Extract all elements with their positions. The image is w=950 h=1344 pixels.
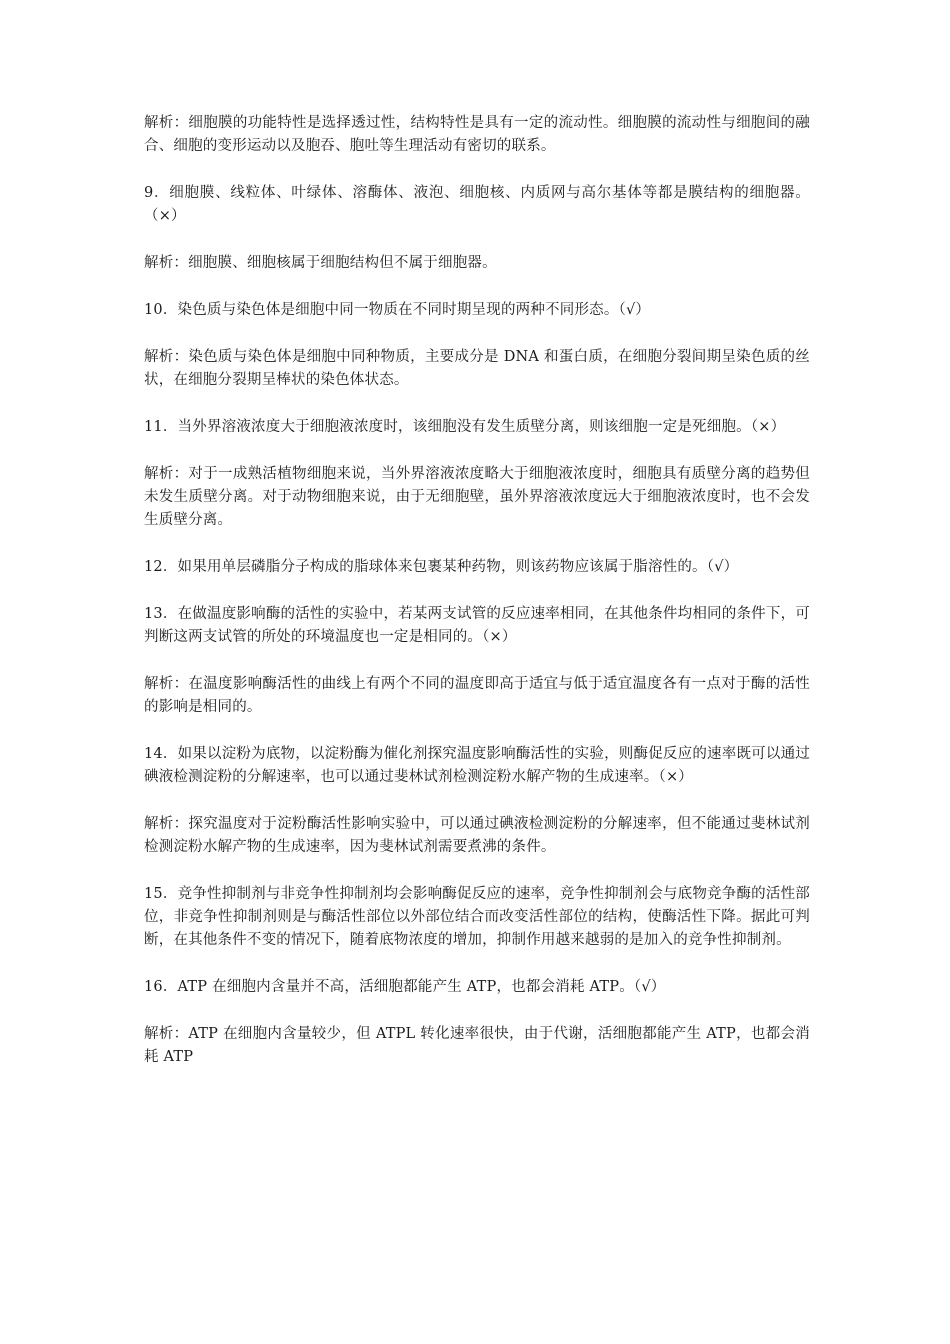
question-paragraph-9: 9．细胞膜、线粒体、叶绿体、溶酶体、液泡、细胞核、内质网与高尔基体等都是膜结构的细胞器。（×） bbox=[144, 185, 810, 224]
analysis-paragraph-14: 解析：探究温度对于淀粉酶活性影响实验中，可以通过碘液检测淀粉的分解速率，但不能通过斐林试剂检测淀粉水解产物的生成速率，因为斐林试剂需要煮沸的条件。 bbox=[144, 816, 810, 855]
question-paragraph-12: 12．如果用单层磷脂分子构成的脂球体来包裹某种药物，则该药物应该属于脂溶性的。（√） bbox=[144, 559, 739, 575]
analysis-paragraph-11: 解析：对于一成熟活植物细胞来说，当外界溶液浓度略大于细胞液浓度时，细胞具有质壁分离的趋势但未发生质壁分离。对于动物细胞来说，由于无细胞壁，虽外界溶液浓度远大于细胞液浓度时，也不会发生质壁分离。 bbox=[144, 466, 810, 528]
question-paragraph-11: 11．当外界溶液浓度大于细胞液浓度时，该细胞没有发生质壁分离，则该细胞一定是死细胞。（×） bbox=[144, 419, 786, 435]
analysis-paragraph-10: 解析：染色质与染色体是细胞中同种物质，主要成分是 DNA 和蛋白质，在细胞分裂间期呈染色质的丝状，在细胞分裂期呈棒状的染色体状态。 bbox=[144, 349, 810, 388]
question-paragraph-13: 13．在做温度影响酶的活性的实验中，若某两支试管的反应速率相同，在其他条件均相同的条件下，可判断这两支试管的所处的环境温度也一定是相同的。（×） bbox=[144, 606, 810, 645]
analysis-paragraph-13: 解析：在温度影响酶活性的曲线上有两个不同的温度即高于适宜与低于适宜温度各有一点对于酶的活性的影响是相同的。 bbox=[144, 676, 810, 715]
analysis-paragraph-8: 解析：细胞膜的功能特性是选择透过性，结构特性是具有一定的流动性。细胞膜的流动性与细胞间的融合、细胞的变形运动以及胞吞、胞吐等生理活动有密切的联系。 bbox=[144, 115, 810, 154]
question-paragraph-10: 10．染色质与染色体是细胞中同一物质在不同时期呈现的两种不同形态。（√） bbox=[144, 302, 651, 318]
document-page bbox=[144, 112, 810, 1093]
question-paragraph-15: 15．竞争性抑制剂与非竞争性抑制剂均会影响酶促反应的速率，竞争性抑制剂会与底物竞争酶的活性部位，非竞争性抑制剂则是与酶活性部位以外部位结合而改变活性部位的结构，使酶活性下降。据此可判断，在其他条件不变的情况下，随着底物浓度的增加，抑制作用越来越弱的是加入的竞争性抑制剂。 bbox=[144, 886, 810, 948]
analysis-paragraph-16: 解析：ATP 在细胞内含量较少，但 ATPL 转化速率很快，由于代谢，活细胞都能产生 ATP，也都会消耗 ATP bbox=[144, 1026, 810, 1065]
question-paragraph-16: 16．ATP 在细胞内含量并不高，活细胞都能产生 ATP，也都会消耗 ATP。（√） bbox=[144, 979, 666, 995]
question-paragraph-14: 14．如果以淀粉为底物，以淀粉酶为催化剂探究温度影响酶活性的实验，则酶促反应的速率既可以通过碘液检测淀粉的分解速率，也可以通过斐林试剂检测淀粉水解产物的生成速率。（×） bbox=[144, 746, 810, 785]
analysis-paragraph-9: 解析：细胞膜、细胞核属于细胞结构但不属于细胞器。 bbox=[144, 255, 497, 271]
